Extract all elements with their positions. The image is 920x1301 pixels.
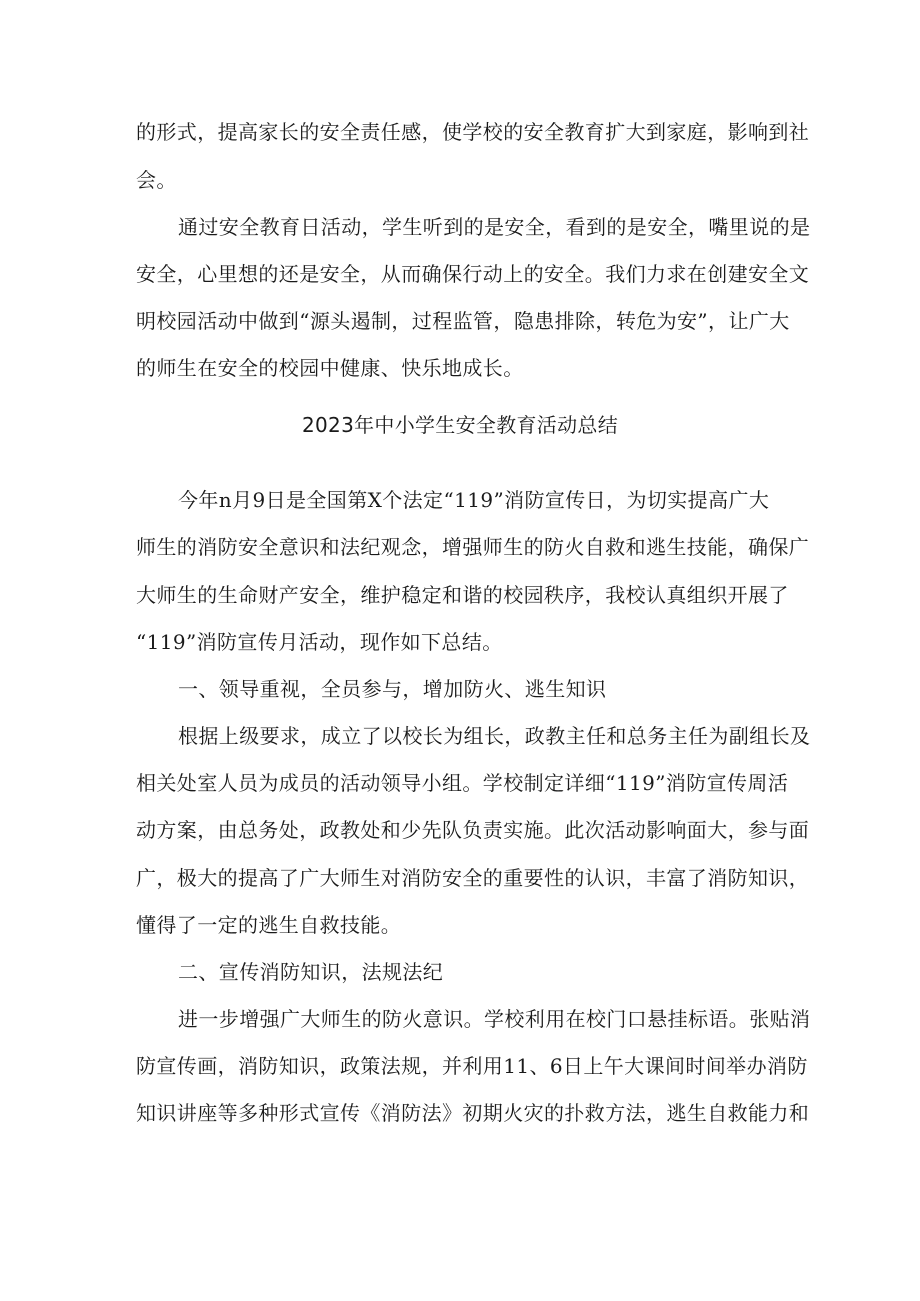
- paragraph-line: 懂得了一定的逃生自救技能。: [136, 913, 402, 937]
- paragraph-line: 的形式，提高家长的安全责任感，使学校的安全教育扩大到家庭，影响到社: [136, 120, 810, 144]
- paragraph-line: 知识讲座等多种形式宣传《消防法》初期火灾的扑救方法，逃生自救能力和: [136, 1101, 810, 1125]
- paragraph-line: 动方案，由总务处，政教处和少先队负责实施。此次活动影响面大，参与面: [136, 818, 810, 842]
- paragraph-line: 进一步增强广大师生的防火意识。学校利用在校门口悬挂标语。张贴消: [178, 1007, 811, 1031]
- paragraph-line: “119”消防宣传月活动，现作如下总结。: [136, 630, 503, 654]
- paragraph-line: 今年n月9日是全国第X个法定“119”消防宣传日，为切实提高广大: [178, 488, 770, 512]
- paragraph-line: 大师生的生命财产安全，维护稳定和谐的校园秩序，我校认真组织开展了: [136, 583, 789, 607]
- section-heading: 二、宣传消防知识，法规法纪: [178, 960, 444, 984]
- paragraph-line: 会。: [136, 168, 177, 192]
- paragraph-line: 师生的消防安全意识和法纪观念，增强师生的防火自救和逃生技能，确保广: [136, 535, 810, 559]
- paragraph-line: 安全，心里想的还是安全，从而确保行动上的安全。我们力求在创建安全文: [136, 262, 810, 286]
- document-title: 2023年中小学生安全教育活动总结: [302, 413, 618, 437]
- section-heading: 一、领导重视，全员参与，增加防火、逃生知识: [178, 677, 607, 701]
- paragraph-line: 防宣传画，消防知识，政策法规，并利用11、6日上午大课间时间举办消防: [136, 1054, 808, 1078]
- paragraph-line: 相关处室人员为成员的活动领导小组。学校制定详细“119”消防宣传周活: [136, 771, 789, 795]
- paragraph-line: 的师生在安全的校园中健康、快乐地成长。: [136, 356, 524, 380]
- paragraph-line: 明校园活动中做到“源头遏制，过程监管，隐患排除，转危为安”，让广大: [136, 309, 790, 333]
- paragraph-line: 根据上级要求，成立了以校长为组长，政教主任和总务主任为副组长及: [178, 724, 811, 748]
- paragraph-line: 通过安全教育日活动，学生听到的是安全，看到的是安全，嘴里说的是: [178, 215, 811, 239]
- paragraph-line: 广，极大的提高了广大师生对消防安全的重要性的认识，丰富了消防知识，: [136, 866, 810, 890]
